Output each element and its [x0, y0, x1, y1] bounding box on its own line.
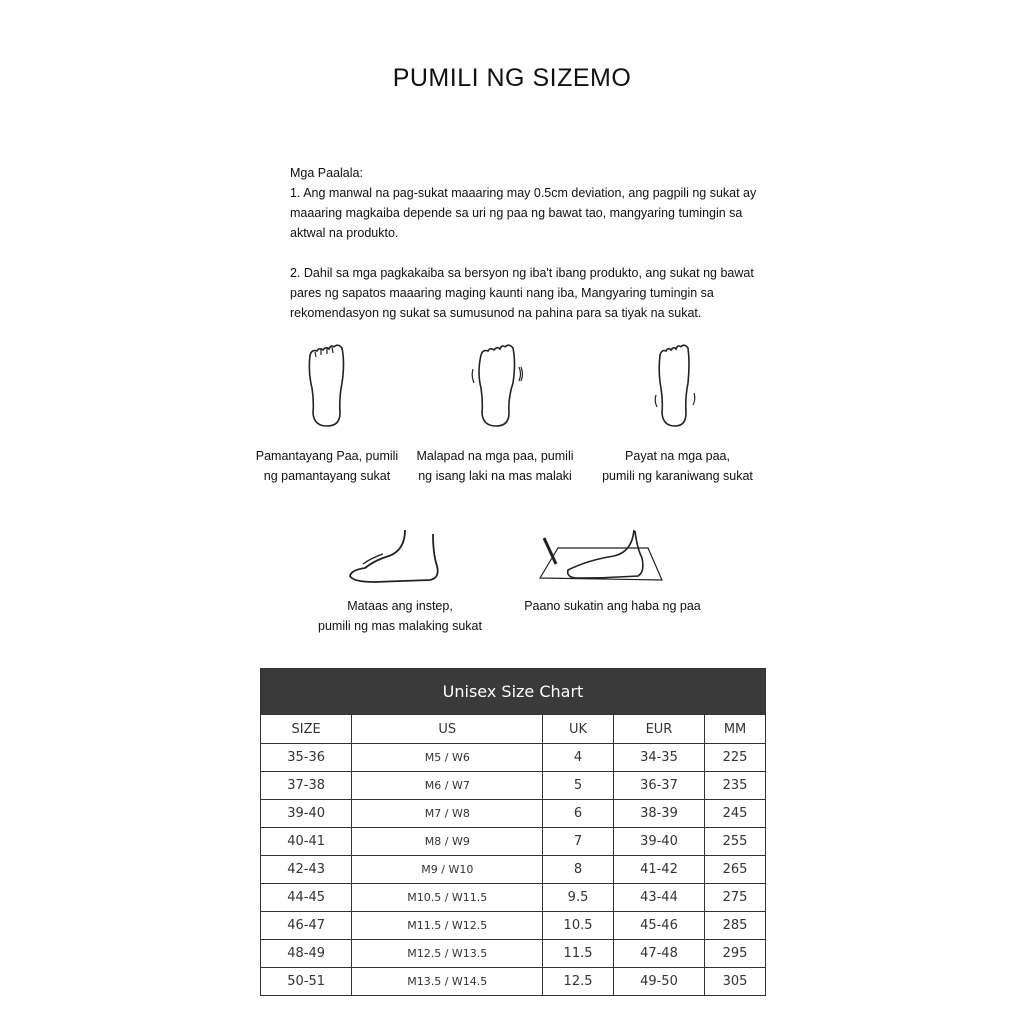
column-header: MM: [705, 715, 766, 744]
wide-foot-icon: [465, 343, 529, 428]
table-cell-uk: 5: [543, 772, 614, 800]
standard-foot-icon: [300, 343, 356, 428]
table-cell-mm: 305: [705, 968, 766, 996]
table-cell-mm: 285: [705, 912, 766, 940]
table-cell-eur: 41-42: [613, 856, 704, 884]
table-cell-uk: 4: [543, 744, 614, 772]
table-cell-uk: 11.5: [543, 940, 614, 968]
reminders-heading: Mga Paalala:: [290, 166, 363, 180]
table-cell-eur: 43-44: [613, 884, 704, 912]
table-cell-eur: 49-50: [613, 968, 704, 996]
table-cell-size: 42-43: [261, 856, 352, 884]
table-cell-us: M6 / W7: [352, 772, 543, 800]
reminders: [290, 163, 770, 323]
size-chart-table: [260, 668, 766, 996]
table-row: [261, 912, 766, 940]
caption-line: Payat na mga paa,: [625, 449, 730, 463]
table-row: [261, 856, 766, 884]
table-cell-size: 37-38: [261, 772, 352, 800]
caption-line: pumili ng karaniwang sukat: [602, 469, 753, 483]
table-cell-us: M11.5 / W12.5: [352, 912, 543, 940]
table-cell-uk: 10.5: [543, 912, 614, 940]
measure-caption: [510, 596, 715, 616]
table-cell-eur: 36-37: [613, 772, 704, 800]
table-cell-uk: 8: [543, 856, 614, 884]
table-cell-size: 44-45: [261, 884, 352, 912]
high-instep-caption: [300, 596, 500, 636]
narrow-foot-caption: [595, 446, 760, 486]
table-cell-eur: 45-46: [613, 912, 704, 940]
table-cell-mm: 245: [705, 800, 766, 828]
table-cell-eur: 39-40: [613, 828, 704, 856]
column-header: UK: [543, 715, 614, 744]
narrow-foot-icon: [648, 343, 704, 428]
table-cell-mm: 235: [705, 772, 766, 800]
table-cell-mm: 255: [705, 828, 766, 856]
table-row: [261, 772, 766, 800]
table-cell-eur: 34-35: [613, 744, 704, 772]
table-row: [261, 744, 766, 772]
table-cell-eur: 38-39: [613, 800, 704, 828]
table-cell-uk: 7: [543, 828, 614, 856]
measure-foot-icon: [538, 528, 673, 583]
table-cell-us: M9 / W10: [352, 856, 543, 884]
caption-line: Mataas ang instep,: [347, 599, 453, 613]
table-cell-mm: 265: [705, 856, 766, 884]
table-cell-eur: 47-48: [613, 940, 704, 968]
caption-line: Paano sukatin ang haba ng paa: [524, 599, 701, 613]
caption-line: pumili ng mas malaking sukat: [318, 619, 482, 633]
reminder-1: 1. Ang manwal na pag-sukat maaaring may 0.5cm deviation, ang pagpili ng sukat ay maaaring magkaiba depende sa uri ng paa ng bawat tao, mangyaring tumingin sa aktwal na produkto.: [290, 186, 757, 240]
column-headers: [261, 715, 766, 744]
table-cell-uk: 6: [543, 800, 614, 828]
table-row: [261, 940, 766, 968]
size-chart-title: Unisex Size Chart: [261, 669, 766, 715]
caption-line: ng isang laki na mas malaki: [418, 469, 572, 483]
table-cell-us: M7 / W8: [352, 800, 543, 828]
table-cell-size: 50-51: [261, 968, 352, 996]
wide-foot-caption: [410, 446, 580, 486]
table-cell-uk: 12.5: [543, 968, 614, 996]
caption-line: Malapad na mga paa, pumili: [416, 449, 574, 463]
table-cell-us: M8 / W9: [352, 828, 543, 856]
table-cell-size: 46-47: [261, 912, 352, 940]
reminder-2: 2. Dahil sa mga pagkakaiba sa bersyon ng iba't ibang produkto, ang sukat ng bawat pares ng sapatos maaaring maging kaunti nang iba, Mangyaring tumingin sa rekomendasyon ng sukat sa sumusunod na pahina para sa tiyak na sukat.: [290, 266, 754, 320]
table-cell-mm: 295: [705, 940, 766, 968]
table-row: [261, 828, 766, 856]
page-title: PUMILI NG SIZEMO: [392, 64, 632, 92]
table-cell-us: M12.5 / W13.5: [352, 940, 543, 968]
table-cell-us: M10.5 / W11.5: [352, 884, 543, 912]
table-cell-size: 40-41: [261, 828, 352, 856]
standard-foot-caption: [252, 446, 402, 486]
table-cell-size: 48-49: [261, 940, 352, 968]
table-cell-us: M13.5 / W14.5: [352, 968, 543, 996]
column-header: US: [352, 715, 543, 744]
table-cell-mm: 275: [705, 884, 766, 912]
table-cell-uk: 9.5: [543, 884, 614, 912]
table-row: [261, 884, 766, 912]
table-cell-us: M5 / W6: [352, 744, 543, 772]
caption-line: Pamantayang Paa, pumili: [255, 449, 399, 463]
column-header: EUR: [613, 715, 704, 744]
table-cell-mm: 225: [705, 744, 766, 772]
column-header: SIZE: [261, 715, 352, 744]
table-row: [261, 800, 766, 828]
table-row: [261, 968, 766, 996]
table-cell-size: 39-40: [261, 800, 352, 828]
caption-line: ng pamantayang sukat: [263, 469, 391, 483]
table-cell-size: 35-36: [261, 744, 352, 772]
high-instep-foot-icon: [345, 528, 445, 586]
